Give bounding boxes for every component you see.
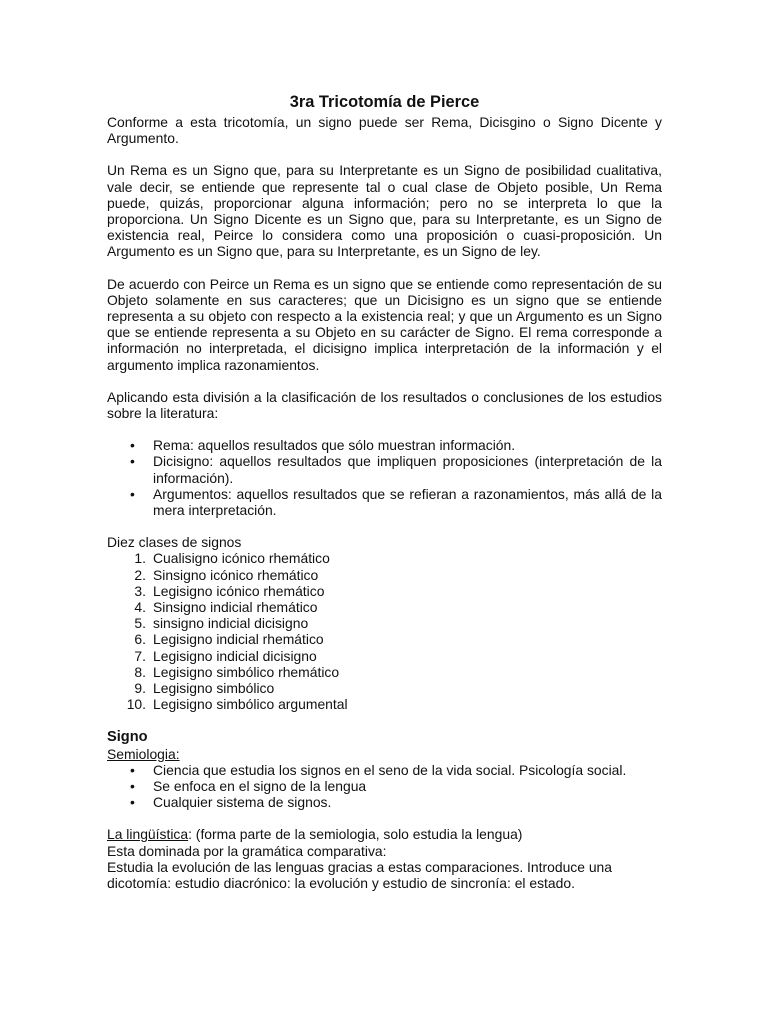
list-item-text: Legisigno simbólico: [153, 680, 275, 697]
list-number: 3.: [134, 582, 146, 599]
list-number: 8.: [134, 663, 146, 680]
semiologia-label-line: [107, 746, 662, 762]
paragraph-gap: [107, 260, 662, 276]
list-item-text: Sinsigno icónico rhemático: [153, 566, 319, 583]
list-item: [107, 631, 662, 647]
document-page: [107, 92, 662, 891]
signo-heading: Signo: [107, 728, 148, 745]
paragraph-gap: [107, 810, 662, 826]
bullet-item-rema: • Rema: aquellos resultados que sólo muestran información.: [107, 437, 662, 453]
linguistica-description: : (forma parte de la semiologia, solo estudia la lengua): [188, 826, 523, 843]
linguistica-label: La lingüística: [107, 826, 189, 843]
bullet-item-argumentos: • Argumentos: aquellos resultados que se refieran a razonamientos, más allá de la mera interpretación.: [107, 486, 662, 518]
list-item-text: Sinsigno indicial rhemático: [153, 599, 318, 616]
linguistica-line-2: Esta dominada por la gramática comparativa:: [107, 842, 387, 859]
list-item: [107, 583, 662, 599]
list-item: [107, 550, 662, 566]
list-item-text: sinsigno indicial dicisigno: [153, 615, 309, 632]
list-item: [107, 664, 662, 680]
bullet-item-ciencia: • Ciencia que estudia los signos en el seno de la vida social. Psicología social.: [107, 762, 662, 778]
classes-heading: Diez clases de signos: [107, 534, 242, 551]
list-item: [107, 680, 662, 696]
paragraph-gap: [107, 713, 662, 729]
bullet-item-enfoca: • Se enfoca en el signo de la lengua: [107, 778, 662, 794]
semiologia-label: Semiologia:: [107, 745, 180, 762]
list-item-text: Legisigno simbólico argumental: [153, 696, 348, 713]
applying-paragraph: Aplicando esta división a la clasificación de los resultados o conclusiones de los estudios sobre la literatura:: [107, 388, 662, 422]
bullet-item-sistema: • Cualquier sistema de signos.: [107, 794, 662, 810]
list-number: 6.: [134, 631, 146, 648]
list-item: [107, 615, 662, 631]
list-number: 1.: [134, 550, 146, 567]
linguistica-line-3: Estudia la evolución de las lenguas gracias a estas comparaciones. Introduce una dicotomía: estudio diacrónico: la evolución y estudio de sincronía: el estado.: [107, 858, 613, 891]
list-number: 10.: [126, 696, 146, 713]
paragraph-gap: [107, 373, 662, 389]
paragraph-gap: [107, 518, 662, 534]
list-item-text: Legisigno icónico rhemático: [153, 582, 325, 599]
results-bullet-list: [107, 437, 662, 518]
list-number: 2.: [134, 566, 146, 583]
list-item-text: Legisigno simbólico rhemático: [153, 663, 340, 680]
list-number: 7.: [134, 647, 146, 664]
list-number: 9.: [134, 680, 146, 697]
document-title: 3ra Tricotomía de Pierce: [289, 93, 480, 111]
list-item-text: Legisigno indicial dicisigno: [153, 647, 317, 664]
classes-numbered-list: [107, 550, 662, 712]
list-number: 5.: [134, 615, 146, 632]
bullet-item-dicisigno: • Dicisigno: aquellos resultados que impliquen proposiciones (interpretación de la información).: [107, 453, 662, 485]
list-item: [107, 567, 662, 583]
intro-paragraph: Conforme a esta tricotomía, un signo puede ser Rema, Dicisgino o Signo Dicente y Argumento.: [107, 114, 662, 147]
semiologia-bullet-list: [107, 762, 662, 811]
list-number: 4.: [134, 599, 146, 616]
list-item-text: Cualisigno icónico rhemático: [153, 550, 330, 567]
paragraph-gap: [107, 421, 662, 437]
peirce-paragraph: De acuerdo con Peirce un Rema es un signo que se entiende como representación de su Objeto solamente en sus caracteres; que un Dicisigno es un signo que se entiende representa a su objeto con respecto a la existencia real; y que un Argumento es un Signo que se entiende representa a su Objeto en su carácter de Signo. El rema corresponde a información no interpretada, el dicisigno implica interpretación de la información y el argumento implica razonamientos.: [107, 275, 662, 373]
rema-definition-paragraph: Un Rema es un Signo que, para su Interpretante es un Signo de posibilidad cualitativa, vale decir, se entiende que represente tal o cual clase de Objeto posible, Un Rema puede, quizás, proporcionar alguna información; pero no se interpreta lo que la proporciona. Un Signo Dicente es un Signo que, para su Interpretante, es un Signo de existencia real, Peirce lo considera como una proposición o cuasi-proposición. Un Argumento es un Signo que, para su Interpretante, es un Signo de ley.: [107, 162, 662, 260]
paragraph-gap: [107, 146, 662, 162]
list-item: [107, 599, 662, 615]
list-item: [107, 648, 662, 664]
list-item-text: Legisigno indicial rhemático: [153, 631, 324, 648]
list-item: [107, 696, 662, 712]
linguistica-line: [107, 826, 662, 842]
